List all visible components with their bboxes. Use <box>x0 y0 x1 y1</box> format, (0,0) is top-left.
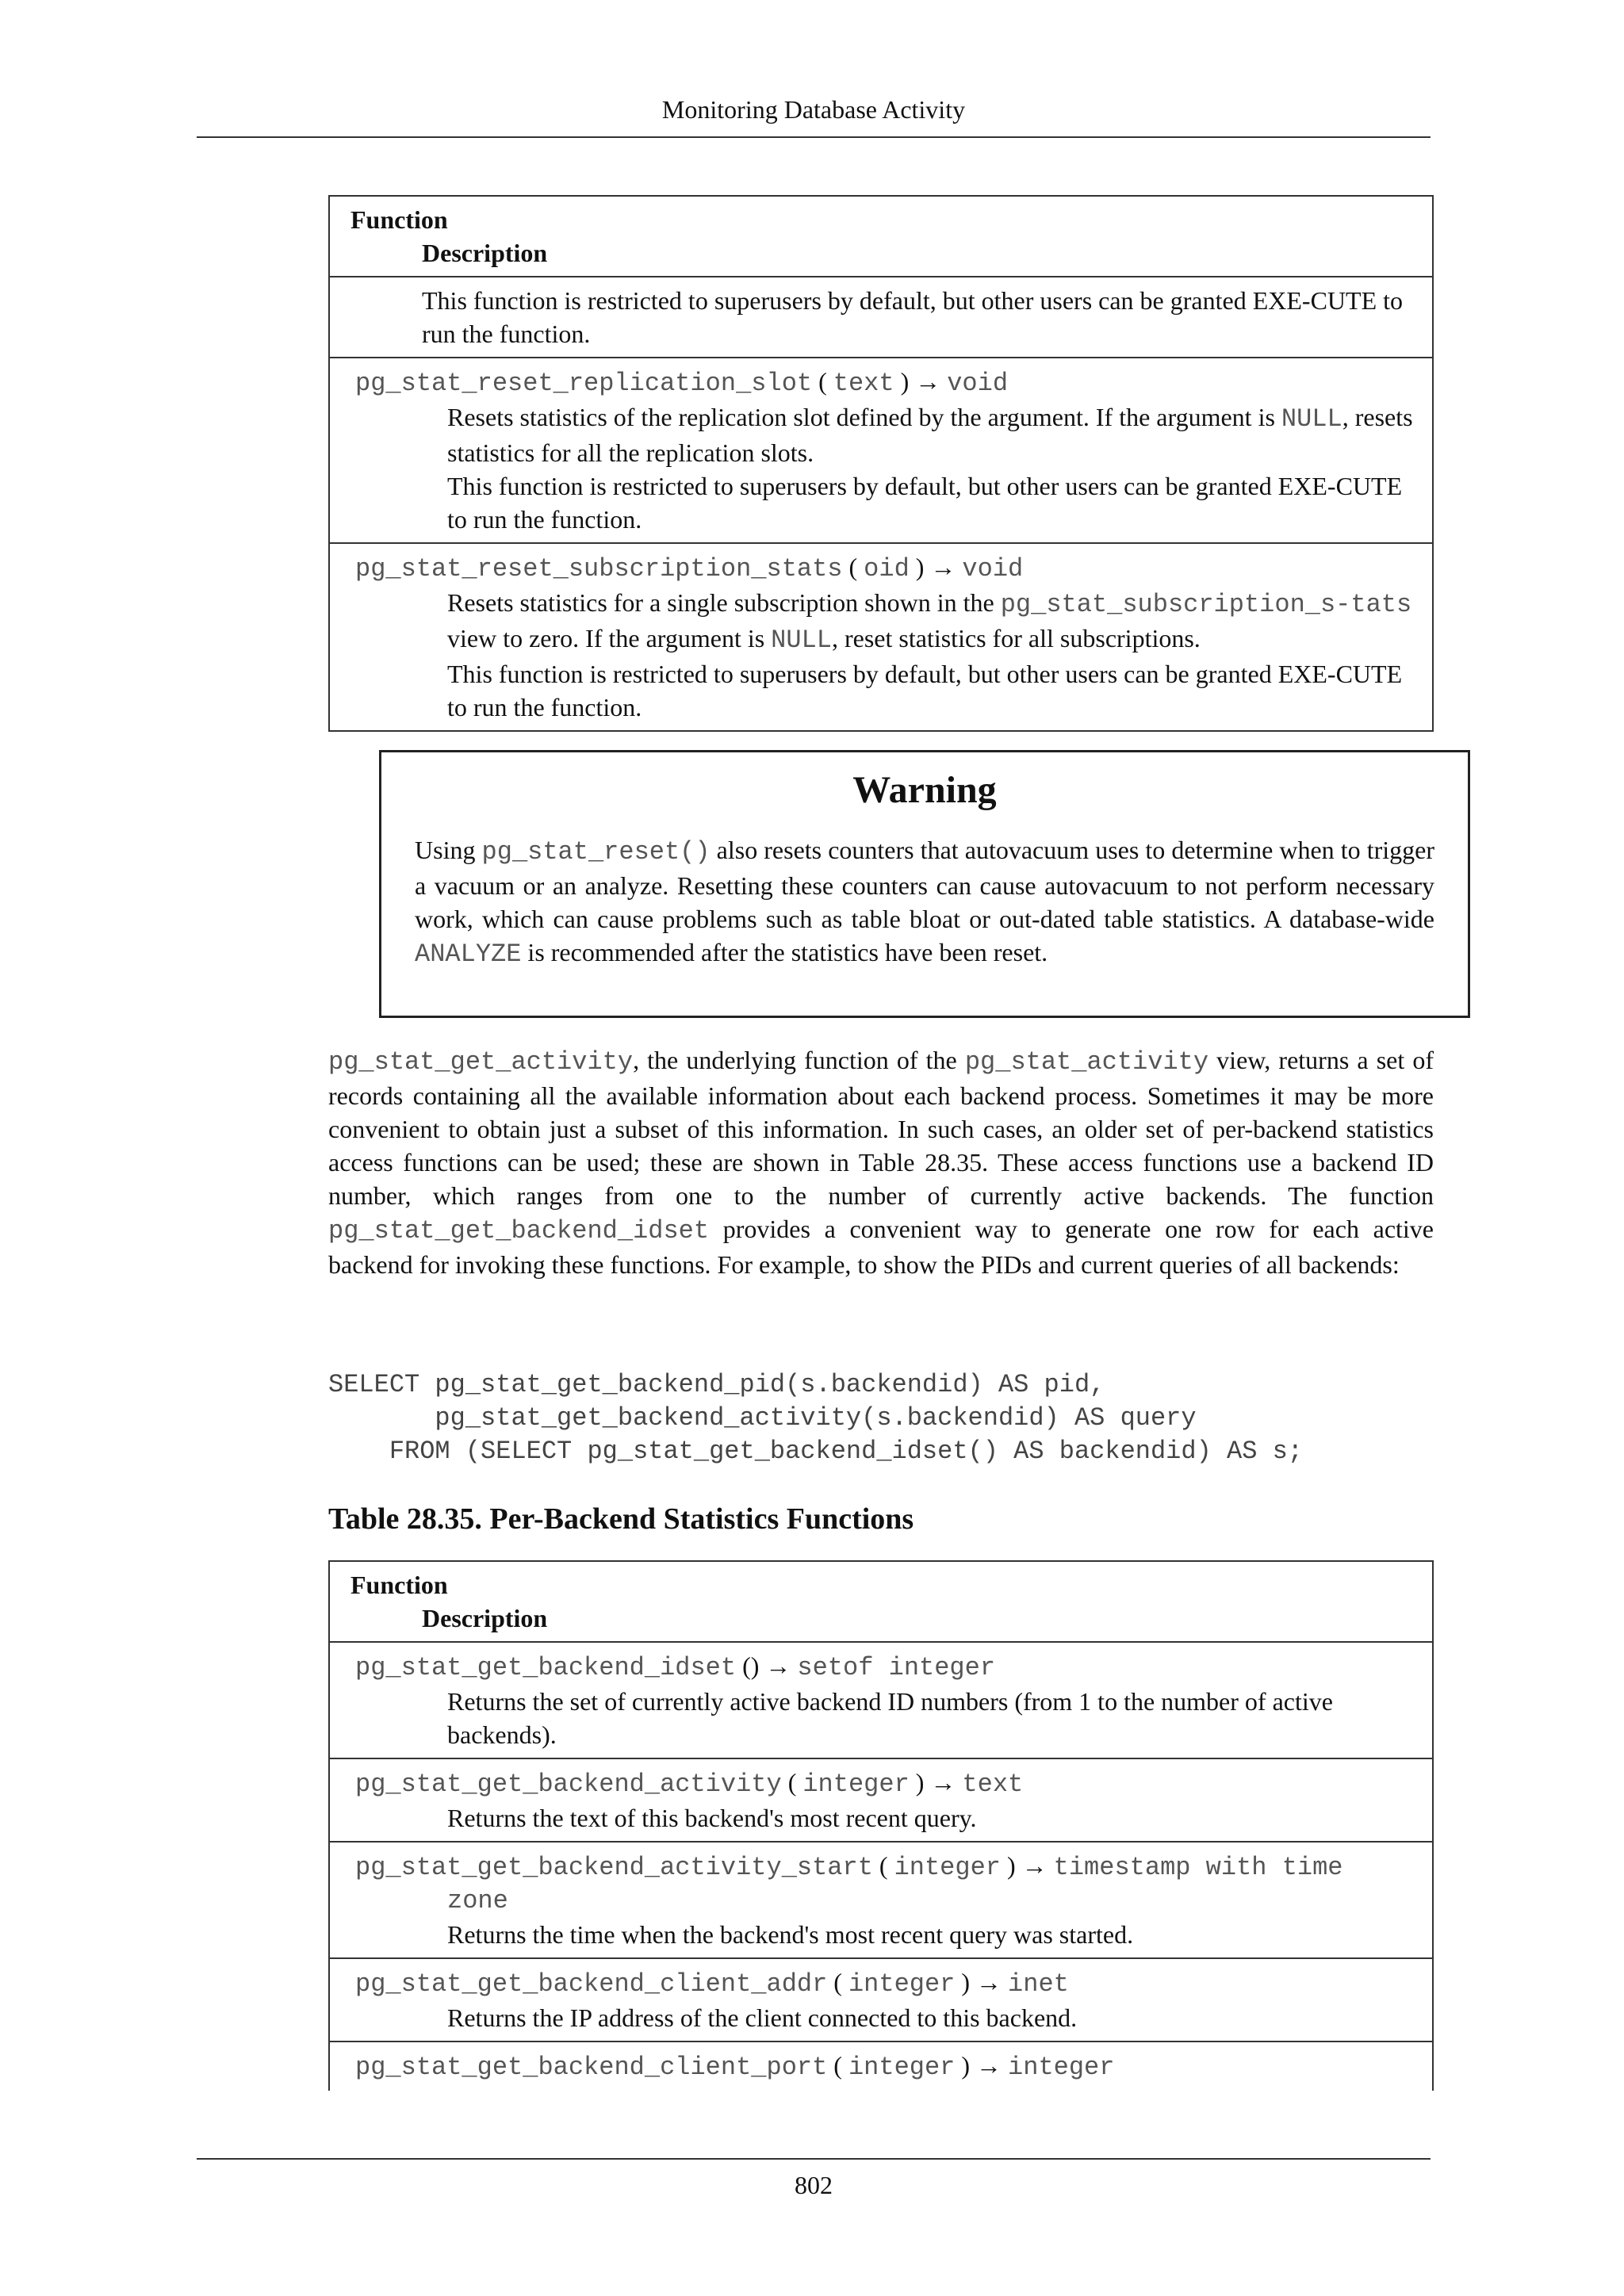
return-type: integer <box>1008 2053 1115 2082</box>
desc-text: Resets statistics of the replication slot defined by the argument. If the argument is <box>447 403 1281 431</box>
desc-code: NULL <box>771 626 832 655</box>
function-signature <box>355 1965 1418 2001</box>
page-header: Monitoring Database Activity <box>661 95 966 124</box>
warning-text-part: also resets counters that autovacuum uses to determine when to trigger a vacuum or an analyze. Resetting these counters can cause autovacuum to not perform necessary work, which can cause problems such as table bloat or out-dated table statistics. A database-wide <box>415 836 1435 933</box>
warning-text-part: is recommended after the statistics have been reset. <box>521 938 1048 966</box>
warning-text <box>415 833 1434 971</box>
close-paren: ) <box>915 553 925 581</box>
close-paren: ) <box>915 1768 925 1797</box>
return-type: inet <box>1008 1969 1069 1999</box>
function-arg: text <box>833 369 894 398</box>
function-signature <box>355 2049 1418 2084</box>
footer-rule <box>197 2158 1431 2160</box>
column-function: Function <box>350 1571 448 1599</box>
function-arg: integer <box>894 1853 1001 1882</box>
code-line: FROM (SELECT pg_stat_get_backend_idset() AS backendid) AS s; <box>328 1437 1303 1466</box>
open-paren: ( <box>833 1968 842 1996</box>
arrow-icon: → <box>930 1768 956 1797</box>
per-backend-table <box>328 1560 1434 2091</box>
code-line: SELECT pg_stat_get_backend_pid(s.backendid) AS pid, <box>328 1370 1105 1399</box>
arrow-icon: → <box>930 553 956 581</box>
code-line: pg_stat_get_backend_activity(s.backendid) AS query <box>328 1403 1197 1433</box>
close-paren: ) <box>1006 1851 1016 1880</box>
function-signature <box>355 1766 1418 1801</box>
desc-text: , reset statistics for all subscriptions. <box>831 624 1201 652</box>
open-paren: ( <box>879 1851 888 1880</box>
inline-code: pg_stat_get_activity <box>328 1047 634 1077</box>
table-row <box>330 1957 1432 2041</box>
function-name: pg_stat_get_backend_client_port <box>355 2053 828 2082</box>
function-description: Returns the IP address of the client connected to this backend. <box>447 2003 1078 2032</box>
body-paragraph <box>328 1043 1434 1281</box>
paragraph-text: provides a convenient way to generate one row for each active backend for invoking these functions. For example, to show the PIDs and current queries of all backends: <box>328 1215 1434 1279</box>
close-paren: ) <box>961 2051 971 2080</box>
close-paren: ) <box>900 367 910 396</box>
table-caption: Table 28.35. Per-Backend Statistics Functions <box>328 1502 914 1536</box>
arrow-icon: → <box>976 2051 1002 2080</box>
return-type: timestamp with time <box>1053 1853 1343 1882</box>
parens: () <box>742 1651 760 1680</box>
table-header <box>330 197 1432 276</box>
open-paren: ( <box>818 367 827 396</box>
desc-text: view to zero. If the argument is <box>447 624 772 652</box>
function-description <box>355 586 1418 657</box>
function-name: pg_stat_get_backend_idset <box>355 1653 737 1682</box>
desc-text: , resets statistics for all the replication slots. <box>447 403 1413 467</box>
table-row <box>330 542 1432 730</box>
function-name: pg_stat_reset_subscription_stats <box>355 554 843 584</box>
return-type: setof integer <box>797 1653 996 1682</box>
open-paren: ( <box>848 553 858 581</box>
function-arg: integer <box>848 1969 956 1999</box>
return-type: void <box>962 554 1024 584</box>
function-signature <box>355 365 1418 400</box>
table-row <box>330 357 1432 542</box>
paragraph-text: view, returns a set of records containing all the available information about each backend process. Sometimes it may be more convenient to obtain just a subset of this information. In such cases, an older set of per-backend statistics access functions can be used; these are shown in Table 28.35. These access functions use a backend ID number, which ranges from one to the number of currently active backends. The function <box>328 1046 1434 1210</box>
desc-code: NULL <box>1281 404 1342 434</box>
function-arg: oid <box>864 554 910 584</box>
table-header <box>330 1562 1432 1641</box>
column-function: Function <box>350 205 448 234</box>
return-type: void <box>947 369 1009 398</box>
column-description: Description <box>422 1604 548 1632</box>
open-paren: ( <box>787 1768 797 1797</box>
warning-code: pg_stat_reset() <box>481 837 710 867</box>
table-row <box>330 1641 1432 1758</box>
warning-text-part: Using <box>415 836 482 864</box>
function-name: pg_stat_get_backend_activity_start <box>355 1853 873 1882</box>
warning-box <box>379 750 1470 1018</box>
function-name: pg_stat_get_backend_client_addr <box>355 1969 828 1999</box>
inline-code: pg_stat_get_backend_idset <box>328 1216 710 1246</box>
table-row <box>330 1841 1432 1957</box>
arrow-icon: → <box>765 1651 791 1680</box>
function-signature <box>355 550 1418 586</box>
arrow-icon: → <box>976 1968 1002 1996</box>
page-number: 802 <box>795 2171 833 2199</box>
paragraph-text: , the underlying function of the <box>633 1046 965 1074</box>
return-type: text <box>962 1770 1024 1799</box>
inline-code: pg_stat_activity <box>964 1047 1209 1077</box>
code-block <box>328 1368 1434 1468</box>
function-signature <box>355 1849 1418 1885</box>
function-description: Returns the time when the backend's most recent query was started. <box>447 1920 1134 1949</box>
table-row <box>330 2041 1432 2091</box>
desc-text: Resets statistics for a single subscription shown in the <box>447 588 1001 617</box>
function-name: pg_stat_reset_replication_slot <box>355 369 813 398</box>
desc-code: pg_stat_subscription_s-tats <box>1000 590 1412 619</box>
function-name: pg_stat_get_backend_activity <box>355 1770 782 1799</box>
function-arg: integer <box>848 2053 956 2082</box>
open-paren: ( <box>833 2051 842 2080</box>
function-description <box>355 400 1418 469</box>
function-description: Returns the set of currently active backend ID numbers (from 1 to the number of active backends). <box>447 1687 1333 1749</box>
close-paren: ) <box>961 1968 971 1996</box>
warning-title: Warning <box>852 769 997 811</box>
table-row <box>330 1758 1432 1841</box>
function-note: This function is restricted to superusers by default, but other users can be granted EXE-CUTE to run the function. <box>447 660 1403 721</box>
column-description: Description <box>422 239 548 267</box>
return-type-continued: zone <box>447 1886 508 1915</box>
function-arg: integer <box>802 1770 910 1799</box>
table-continued <box>328 195 1434 732</box>
header-rule <box>197 136 1431 138</box>
arrow-icon: → <box>915 367 941 396</box>
arrow-icon: → <box>1021 1851 1048 1880</box>
function-signature <box>355 1649 1418 1685</box>
function-note: This function is restricted to superusers by default, but other users can be granted EXE-CUTE to run the function. <box>447 472 1403 534</box>
function-description: Returns the text of this backend's most recent query. <box>447 1804 977 1832</box>
table-row <box>330 276 1432 357</box>
warning-code: ANALYZE <box>415 939 522 969</box>
row-note: This function is restricted to superusers by default, but other users can be granted EXE-CUTE to run the function. <box>422 286 1403 348</box>
